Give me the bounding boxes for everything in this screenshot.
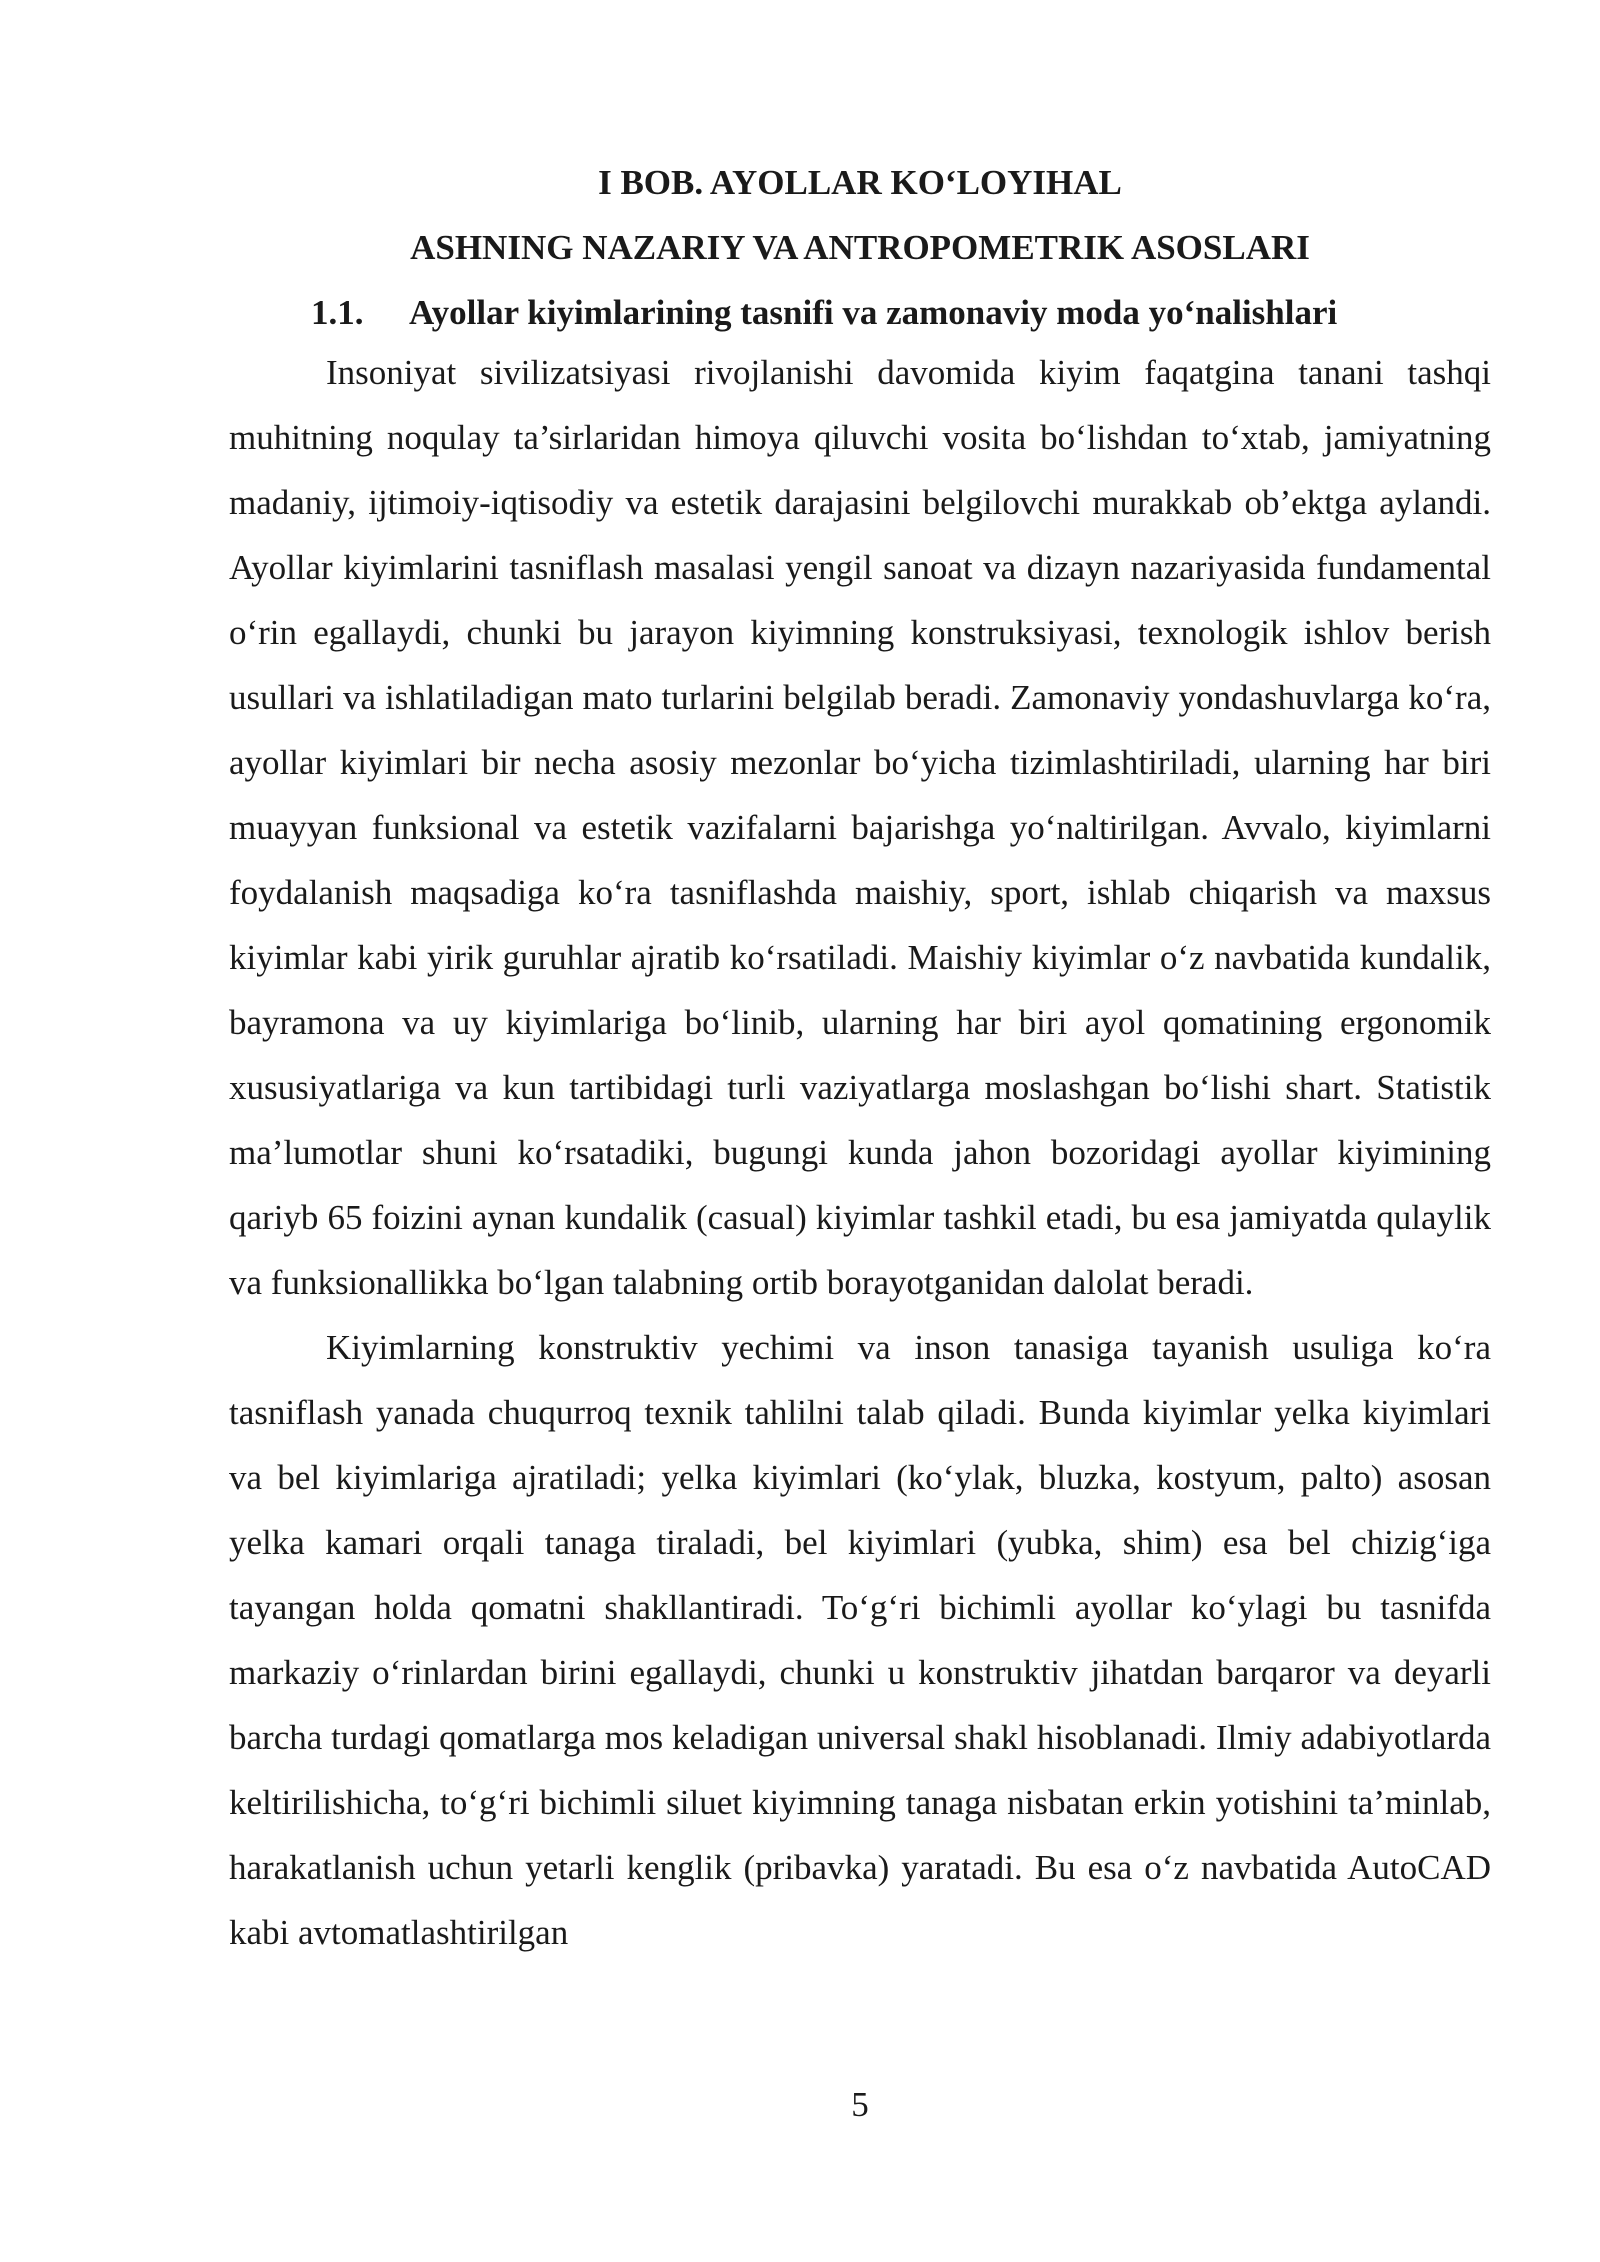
body-text xyxy=(229,340,1491,1965)
section-number: 1.1. xyxy=(311,293,364,332)
chapter-title-line-1: I BOB. AYOLLAR KO‘LOYIHAL xyxy=(598,163,1122,202)
section-title: Ayollar kiyimlarining tasnifi va zamonaviy moda yo‘nalishlari xyxy=(409,293,1338,332)
paragraph-1: Insoniyat sivilizatsiyasi rivojlanishi davomida kiyim faqatgina tanani tashqi muhitning noqulay ta’sirlaridan himoya qiluvchi vosita bo‘lishdan to‘xtab, jamiyatning madaniy, ijtimoiy-iqtisodiy va estetik darajasini belgilovchi murakkab ob’ektga aylandi. Ayollar kiyimlarini tasniflash masalasi yengil sanoat va dizayn nazariyasida fundamental o‘rin egallaydi, chunki bu jarayon kiyimning konstruksiyasi, texnologik ishlov berish usullari va ishlatiladigan mato turlarini belgilab beradi. Zamonaviy yondashuvlarga ko‘ra, ayollar kiyimlari bir necha asosiy mezonlar bo‘yicha tizimlashtiriladi, ularning har biri muayyan funksional va estetik vazifalarni bajarishga yo‘naltirilgan. Avvalo, kiyimlarni foydalanish maqsadiga ko‘ra tasniflashda maishiy, sport, ishlab chiqarish va maxsus kiyimlar kabi yirik guruhlar ajratib ko‘rsatiladi. Maishiy kiyimlar o‘z navbatida kundalik, bayramona va uy kiyimlariga bo‘linib, ularning har biri ayol qomatining ergonomik xususiyatlariga va kun tartibidagi turli vaziyatlarga moslashgan bo‘lishi shart. Statistik ma’lumotlar shuni ko‘rsatadiki, bugungi kunda jahon bozoridagi ayollar kiyimining qariyb 65 foizini aynan kundalik (casual) kiyimlar tashkil etadi, bu esa jamiyatda qulaylik va funksionallikka bo‘lgan talabning ortib borayotganidan dalolat beradi. xyxy=(229,353,1491,1302)
paragraph-2: Kiyimlarning konstruktiv yechimi va inson tanasiga tayanish usuliga ko‘ra tasniflash yanada chuqurroq texnik tahlilni talab qiladi. Bunda kiyimlar yelka kiyimlari va bel kiyimlariga ajratiladi; yelka kiyimlari (ko‘ylak, bluzka, kostyum, palto) asosan yelka kamari orqali tanaga tiraladi, bel kiyimlari (yubka, shim) esa bel chizig‘iga tayangan holda qomatni shakllantiradi. To‘g‘ri bichimli ayollar ko‘ylagi bu tasnifda markaziy o‘rinlardan birini egallaydi, chunki u konstruktiv jihatdan barqaror va deyarli barcha turdagi qomatlarga mos keladigan universal shakl hisoblanadi. Ilmiy adabiyotlarda keltirilishicha, to‘g‘ri bichimli siluet kiyimning tanaga nisbatan erkin yotishini ta’minlab, harakatlanish uchun yetarli kenglik (pribavka) yaratadi. Bu esa o‘z navbatida AutoCAD kabi avtomatlashtirilgan xyxy=(229,1328,1491,1952)
section-heading xyxy=(229,280,1491,345)
chapter-title-line-2: ASHNING NAZARIY VA ANTROPOMETRIK ASOSLARI xyxy=(410,228,1310,267)
heading-block xyxy=(229,150,1491,345)
page-number: 5 xyxy=(851,2085,869,2124)
